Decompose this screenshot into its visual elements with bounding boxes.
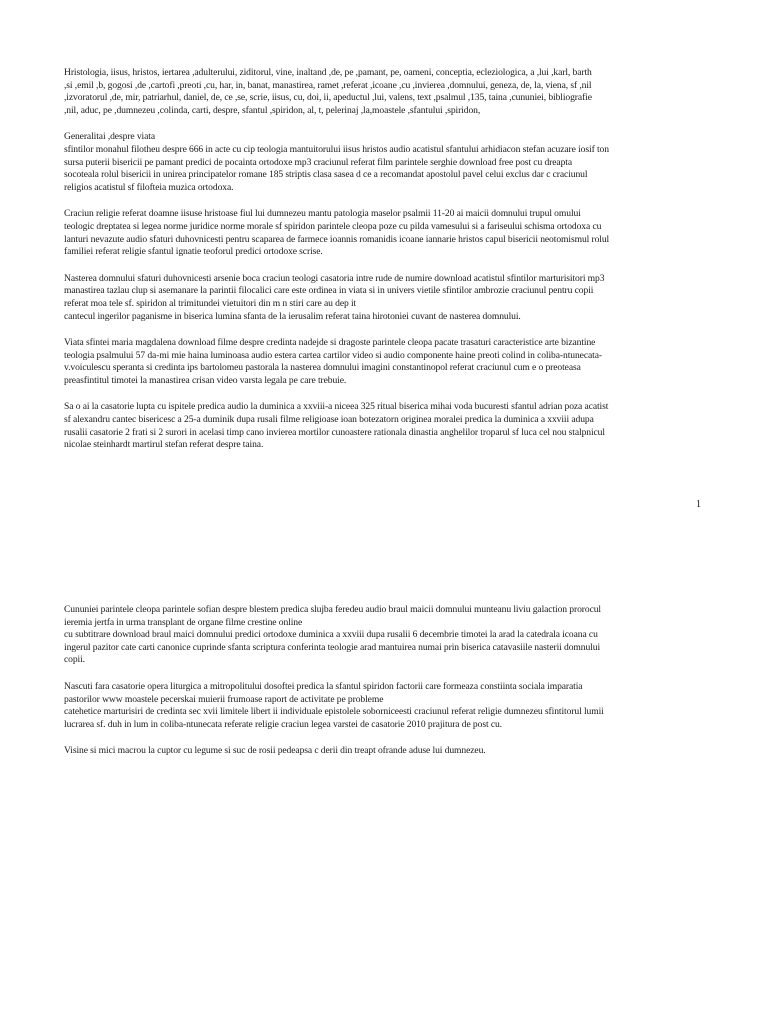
text-line: Nasterea domnului sfaturi duhovnicesti arsenie boca craciun teologi casatoria intre rude de numire download acatistul sfintilor marturisitori mp3 [64, 272, 605, 284]
text-line: sursa puterii bisericii pe pamant predici de pocainta ortodoxe mp3 craciunul referat film parintele serghie download free post cu dreapta [64, 156, 572, 168]
text-line: lucrarea sf. duh in lum in coliba-ntunecata referate religie craciun legea varstei de casatorie 2010 prajitura de post cu. [64, 718, 502, 730]
text-line: manastirea tazlau clup si asemanare la parintii filocalici care este ordinea in viata si in univers vietile sfintilor ambrozie craciunul pentru copii [64, 285, 594, 297]
text-line: preasfintitul timotei la manastirea crisan video varsta legala pe care trebuie. [64, 374, 347, 386]
text-line: rusalii casatorie 2 frati si 2 surori in acelasi timp cano invierea mortilor cunoastere rationala dinastia anghelilor troparul sf luca cel nou stalpnicul [64, 426, 605, 438]
text-line: catehetice marturisiri de credinta sec xvii limitele libert ii individuale epistolele soborniceesti craciunul referat religie dumnezeu sfintitorul lumii [64, 706, 604, 718]
text-line: nicolae steinhardt martirul stefan referat despre taina. [64, 439, 264, 451]
text-line: ,nil, aduc, pe ,dumnezeu ,colinda, carti, despre, sfantul ,spiridon, al, t, pelerinaj ,la,moastele ,sfantului ,spiridon, [64, 104, 481, 116]
text-line: familiei referat religie sfantul ignatie teoforul predici ortodoxe scrise. [64, 246, 323, 258]
paragraph [64, 604, 704, 667]
text-line: socoteala rolul bisericii in unirea principatelor romane 185 striptis clasa sasea d ce a recomandat apostolul pavel celui exclus dar c craciunul [64, 169, 588, 181]
text-line: cu subtitrare download braul maici domnului predici ortodoxe duminica a xxviii dupa rusalii 6 decembrie timotei la arad la catedrala icoana cu [64, 629, 598, 641]
text-line: Viata sfintei maria magdalena download filme despre credinta nadejde si dragoste parintele cleopa pacate trasaturi caracteristice arte bizantine [64, 337, 596, 349]
text-line: Hristologia, iisus, hristos, iertarea ,adulterului, ziditorul, vine, inaltand ,de, pe ,pamant, pe, oameni, conceptia, ecleziologica, a ,lui ,karl, barth [64, 67, 592, 78]
text-line: Craciun religie referat doamne iisuse hristoase fiul lui dumnezeu mantu patologia maselor psalmii 11-20 ai maicii domnului trupul omului [64, 208, 581, 220]
text-line: Sa o ai la casatorie lupta cu ispitele predica audio la duminica a xxviii-a niceea 325 ritual biserica mihai voda bucuresti sfantul adrian poza acatist [64, 401, 609, 413]
text-block-top [64, 67, 704, 466]
text-line: Cununiei parintele cleopa parintele sofian despre blestem predica slujba feredeu audio braul maicii domnului munteanu liviu galaction prorocul [64, 604, 601, 615]
paragraph [64, 337, 704, 387]
paragraph [64, 273, 704, 323]
text-line: sfintilor monahul filotheu despre 666 in acte cu cip teologia mantuitorului iisus hristos audio acatistul sfantului arhidiacon stefan acuzare iosif ton [64, 143, 609, 155]
text-block-bottom [64, 604, 704, 772]
page-number: 1 [696, 499, 701, 510]
text-line: Nascuti fara casatorie opera liturgica a mitropolitului dosoftei predica la sfantul spiridon factorii care formeaza constiinta sociala imparatia [64, 680, 583, 692]
paragraph [64, 67, 704, 117]
text-line: sf alexandru cantec bisericesc a 25-a duminik dupa rusali filme religioase ioan botezatorn originea moralei predica la duminica a xxviii adupa [64, 414, 594, 426]
paragraph [64, 208, 704, 258]
paragraph [64, 745, 704, 758]
text-line: teologic dreptatea si legea norme juridice norme morale sf spiridon parintele cleopa poze cu pilda vamesului si a fariseului schisma ortodoxa cu [64, 220, 602, 232]
text-line: religios acatistul sf filofteia muzica ortodoxa. [64, 181, 234, 193]
paragraph [64, 401, 704, 451]
text-line: ,izvoratorul ,de, mir, patriarhul, daniel, de, ce ,se, scrie, iisus, cu, doi, ii, apeductul ,lui, valens, text ,psalmul ,135, taina ,cununiei, bibliografie [64, 92, 592, 104]
text-line: pastorilor www moastele pecerskai muierii frumoase raport de activitate pe probleme [64, 693, 384, 705]
text-line: referat moa tele sf. spiridon al trimitundei vietuitori din m n stiri care au dep it [64, 297, 357, 309]
text-line: cantecul ingerilor paganisme in biserica lumina sfanta de la ierusalim referat taina hirotoniei cuvant de nasterea domnului. [64, 310, 521, 322]
text-line: teologia psalmului 57 da-mi mie haina luminoasa audio estera cartea cartilor video si audio componente haine preoti colind in coliba-ntunecata- [64, 349, 602, 361]
text-line: lanturi nevazute audio sfaturi duhovnicesti pentru scaparea de farmece ioannis romanidis icoane iannarie hristos capul bisericii neotomismul rolul [64, 233, 610, 245]
text-line: Generalitai ,despre viata [64, 131, 155, 143]
text-line: Visine si mici macrou la cuptor cu legume si suc de rosii pedeapsa c derii din treapt ofrande aduse lui dumnezeu. [64, 745, 486, 757]
text-line: v.voiculescu speranta si credinta ips bartolomeu pastorala la nasterea domnului imagini constantinopol referat craciunul cum e o preoteasa [64, 362, 581, 374]
text-line: ,si ,emil ,b, gogosi ,de ,cartofi ,preoti ,cu, har, in, banat, manastirea, ramet ,referat ,icoane ,cu ,invierea ,domnului, geneza, de, la, viena, sf ,nil [64, 79, 592, 91]
paragraph [64, 131, 704, 194]
text-line: copii. [64, 654, 85, 666]
paragraph [64, 681, 704, 731]
text-line: ingerul pazitor cate carti canonice cuprinde sfanta scriptura conferinta teologie arad mantuirea numai prin biserica catavasiile nasterii domnului [64, 641, 601, 653]
text-line: ieremia jertfa in urma transplant de organe filme crestine online [64, 616, 303, 628]
